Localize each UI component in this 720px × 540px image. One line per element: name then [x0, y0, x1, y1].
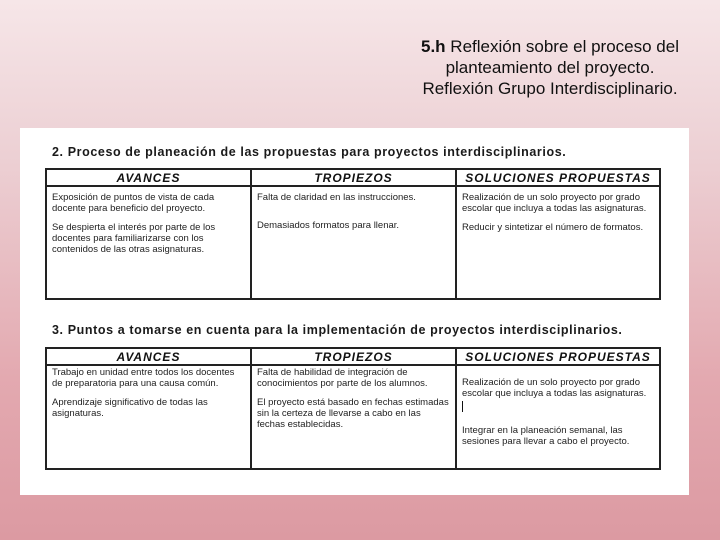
list-item: Demasiados formatos para llenar.	[257, 220, 400, 231]
cell-tropiezos	[251, 365, 456, 469]
slide-title	[400, 36, 700, 99]
section-2-heading: 2. Proceso de planeación de las propuestas para proyectos interdisciplinarios.	[52, 145, 567, 159]
section-2-table	[45, 168, 661, 300]
title-line-1: Reflexión sobre el proceso del	[445, 37, 679, 56]
text-cursor	[462, 401, 463, 412]
list-item: Reducir y sintetizar el número de formatos.	[462, 222, 644, 233]
list-item: Realización de un solo proyecto por grado escolar que incluya a todas las asignaturas.	[462, 377, 647, 399]
list-item: El proyecto está basado en fechas estimadas sin la certeza de llevarse a cabo en las fechas establecidas.	[257, 397, 449, 430]
cell-tropiezos	[251, 186, 456, 299]
title-number: 5.h	[421, 37, 446, 56]
column-header-tropiezos: TROPIEZOS	[251, 348, 456, 365]
column-header-tropiezos: TROPIEZOS	[251, 169, 456, 186]
section-3-heading: 3. Puntos a tomarse en cuenta para la implementación de proyectos interdisciplinarios.	[52, 323, 623, 337]
column-header-avances: AVANCES	[46, 169, 251, 186]
list-item: Se despierta el interés por parte de los docentes para familiarizarse con los contenidos de las otras asignaturas.	[52, 222, 216, 255]
list-item: Trabajo en unidad entre todos los docentes de preparatoria para una causa común.	[52, 367, 235, 389]
document-image	[20, 128, 689, 495]
list-item: Exposición de puntos de vista de cada docente para beneficio del proyecto.	[52, 192, 215, 214]
cell-soluciones	[456, 186, 660, 299]
cell-avances	[46, 365, 251, 469]
cell-avances	[46, 186, 251, 299]
title-line-3: Reflexión Grupo Interdisciplinario.	[422, 79, 678, 98]
list-item: Realización de un solo proyecto por grado escolar que incluya a todas las asignaturas.	[462, 192, 647, 214]
column-header-soluciones: SOLUCIONES PROPUESTAS	[456, 348, 660, 365]
list-item: Aprendizaje significativo de todas las asignaturas.	[52, 397, 208, 419]
title-line-2: planteamiento del proyecto.	[445, 58, 655, 77]
column-header-avances: AVANCES	[46, 348, 251, 365]
list-item: Falta de claridad en las instrucciones.	[257, 192, 416, 203]
column-header-soluciones: SOLUCIONES PROPUESTAS	[456, 169, 660, 186]
list-item: Falta de habilidad de integración de conocimientos por parte de los alumnos.	[257, 367, 428, 389]
section-3-table	[45, 347, 661, 470]
cell-soluciones	[456, 365, 660, 469]
list-item: Integrar en la planeación semanal, las sesiones para llevar a cabo el proyecto.	[462, 425, 630, 447]
